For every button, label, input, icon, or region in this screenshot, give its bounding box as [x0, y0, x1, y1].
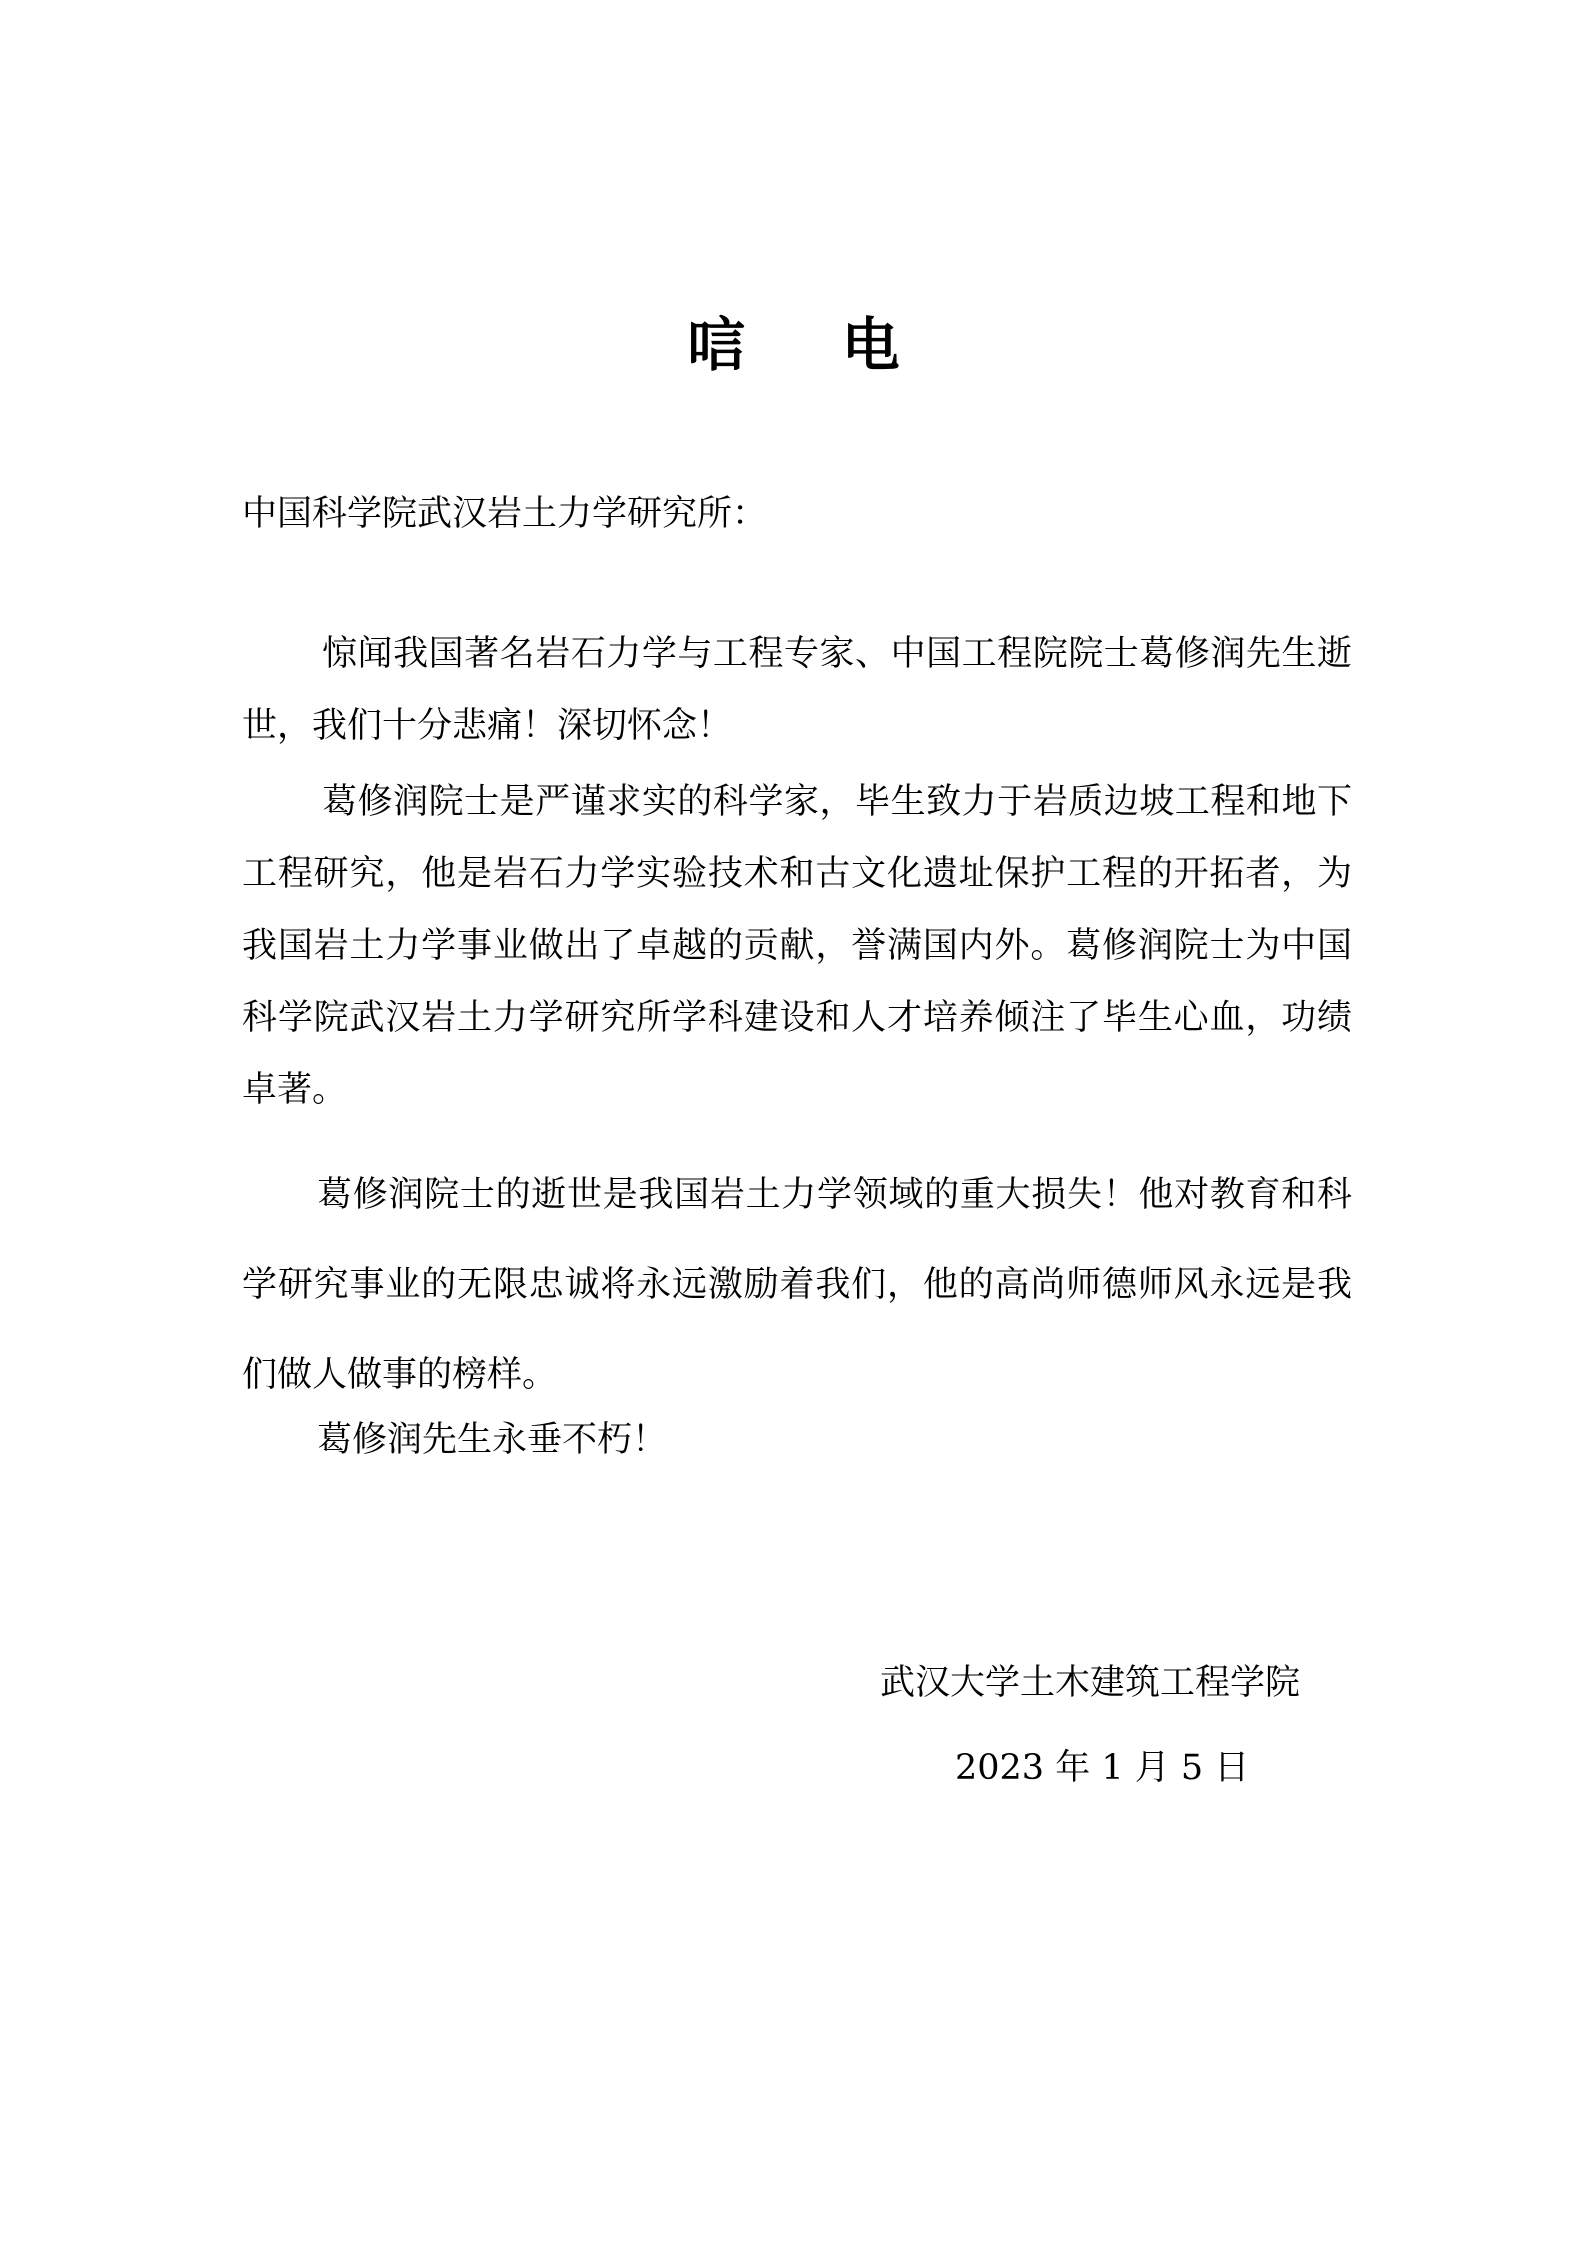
paragraph-3: 葛修润院士的逝世是我国岩土力学领域的重大损失！他对教育和科学研究事业的无限忠诚将永远激励着我们，他的高尚师德师风永远是我们做人做事的榜样。 [242, 1175, 1352, 1395]
signature-date: 2023 年 1 月 5 日 [955, 1748, 1250, 1788]
letter-title: 唁 电 [687, 311, 938, 379]
paragraph-4: 葛修润先生永垂不朽！ [317, 1420, 668, 1460]
signature-organization: 武汉大学土木建筑工程学院 [880, 1663, 1301, 1703]
paragraph-2: 葛修润院士是严谨求实的科学家，毕生致力于岩质边坡工程和地下工程研究，他是岩石力学实验技术和古文化遗址保护工程的开拓者，为我国岩土力学事业做出了卓越的贡献，誉满国内外。葛修润院士为中国科学院武汉岩土力学研究所学科建设和人才培养倾注了毕生心血，功绩卓著。 [242, 782, 1352, 1110]
paragraph-1: 惊闻我国著名岩石力学与工程专家、中国工程院院士葛修润先生逝世，我们十分悲痛！深切怀念！ [242, 634, 1352, 746]
salutation: 中国科学院武汉岩土力学研究所： [242, 494, 768, 534]
